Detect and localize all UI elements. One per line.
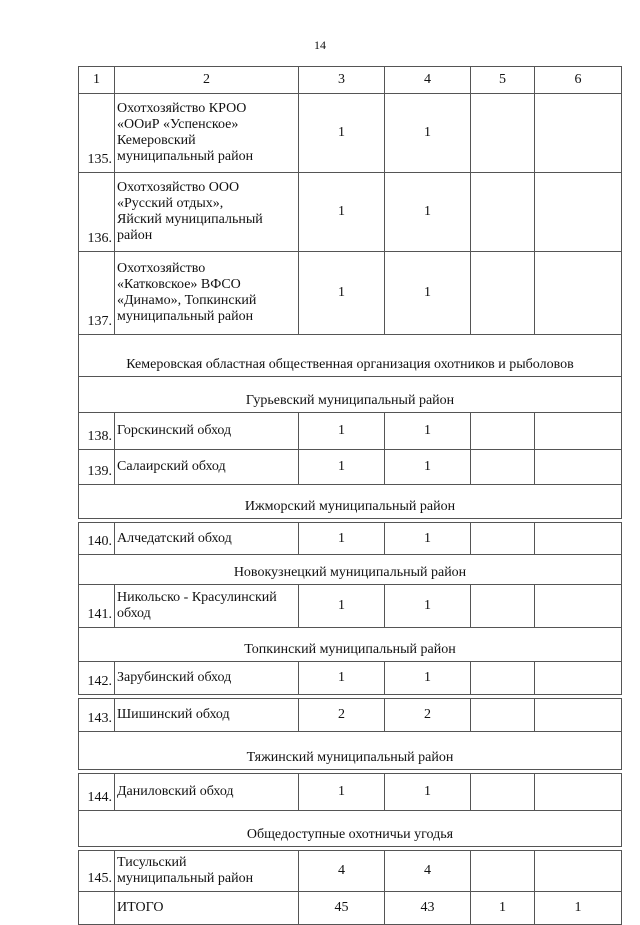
section-header-row (79, 628, 622, 662)
value-c6 (535, 523, 622, 555)
ground-name (115, 699, 299, 732)
hunting-grounds-table (78, 66, 622, 925)
table-row (79, 892, 622, 925)
column-header: 3 (299, 67, 385, 94)
value-c5 (471, 252, 535, 335)
value-c4: 2 (385, 699, 471, 732)
row-number: 141. (79, 585, 115, 628)
value-c3: 1 (299, 173, 385, 252)
value-c5 (471, 173, 535, 252)
value-c5 (471, 94, 535, 173)
ground-name (115, 413, 299, 450)
value-c5 (471, 413, 535, 450)
value-c6 (535, 585, 622, 628)
value-c5 (471, 699, 535, 732)
value-c3: 1 (299, 523, 385, 555)
name-line: Яйский муниципальный (117, 212, 263, 227)
value-c3: 1 (299, 774, 385, 811)
column-header: 6 (535, 67, 622, 94)
row-number: 136. (79, 173, 115, 252)
name-line: Тисульский (117, 855, 187, 870)
value-c6 (535, 252, 622, 335)
name-line: Охотхозяйство (117, 261, 206, 276)
name-line: обход (117, 606, 151, 621)
row-number: 143. (79, 699, 115, 732)
name-line: ИТОГО (117, 900, 164, 915)
column-header: 5 (471, 67, 535, 94)
section-title: Гурьевский муниципальный район (79, 377, 622, 413)
section-title: Тяжинский муниципальный район (79, 732, 622, 770)
table-header-row (79, 67, 622, 94)
ground-name (115, 450, 299, 485)
row-number: 142. (79, 662, 115, 695)
name-line: Охотхозяйство КРОО (117, 101, 247, 116)
value-c4: 1 (385, 413, 471, 450)
name-line: Алчедатский обход (117, 530, 232, 546)
name-line: Никольско - Красулинский (117, 590, 277, 605)
value-c4: 1 (385, 774, 471, 811)
value-c3: 45 (299, 892, 385, 925)
value-c3: 2 (299, 699, 385, 732)
name-line: Горскинский обход (117, 423, 232, 438)
value-c3: 1 (299, 94, 385, 173)
name-line: Шишинский обход (117, 707, 230, 722)
row-number (79, 892, 115, 925)
table-row (79, 851, 622, 892)
value-c5 (471, 523, 535, 555)
value-c5 (471, 851, 535, 892)
table-row (79, 252, 622, 335)
value-c4: 1 (385, 662, 471, 695)
row-number: 137. (79, 252, 115, 335)
name-line: «Русский отдых», (117, 196, 224, 211)
page-number: 14 (314, 38, 326, 52)
ground-name (115, 851, 299, 892)
table-row (79, 774, 622, 811)
value-c6 (535, 699, 622, 732)
row-number: 140. (79, 523, 115, 555)
column-header: 2 (115, 67, 299, 94)
section-title: Новокузнецкий муниципальный район (79, 555, 622, 585)
value-c6 (535, 662, 622, 695)
section-header-row (79, 485, 622, 519)
section-header-row (79, 335, 622, 377)
ground-name (115, 892, 299, 925)
value-c6 (535, 774, 622, 811)
row-number: 139. (79, 450, 115, 485)
value-c5 (471, 450, 535, 485)
value-c4: 43 (385, 892, 471, 925)
value-c4: 1 (385, 450, 471, 485)
ground-name (115, 774, 299, 811)
table-row (79, 94, 622, 173)
value-c6 (535, 413, 622, 450)
value-c6 (535, 450, 622, 485)
value-c5 (471, 662, 535, 695)
row-number: 138. (79, 413, 115, 450)
section-header-row (79, 732, 622, 770)
name-line: Салаирский обход (117, 459, 226, 474)
table-row (79, 450, 622, 485)
table-row (79, 585, 622, 628)
row-number: 144. (79, 774, 115, 811)
value-c5 (471, 774, 535, 811)
row-number: 135. (79, 94, 115, 173)
value-c5: 1 (471, 892, 535, 925)
name-line: муниципальный район (117, 871, 254, 886)
row-number: 145. (79, 851, 115, 892)
value-c3: 1 (299, 252, 385, 335)
table-row (79, 413, 622, 450)
value-c6: 1 (535, 892, 622, 925)
name-line: Охотхозяйство ООО (117, 180, 240, 195)
value-c6 (535, 173, 622, 252)
value-c3: 4 (299, 851, 385, 892)
value-c3: 1 (299, 413, 385, 450)
name-line: Даниловский обход (117, 784, 234, 799)
section-header-row (79, 811, 622, 847)
table-row (79, 699, 622, 732)
value-c5 (471, 585, 535, 628)
column-header: 1 (79, 67, 115, 94)
section-title: Топкинский муниципальный район (79, 628, 622, 662)
ground-name (115, 94, 299, 173)
name-line: Кемеровский (117, 133, 196, 148)
table-row (79, 523, 622, 555)
value-c3: 1 (299, 585, 385, 628)
name-line: Зарубинский обход (117, 670, 232, 685)
name-line: муниципальный район (117, 149, 254, 164)
value-c4: 1 (385, 585, 471, 628)
ground-name (115, 523, 299, 555)
section-header-row (79, 555, 622, 585)
table-row (79, 173, 622, 252)
value-c4: 1 (385, 94, 471, 173)
name-line: «ООиР «Успенское» (117, 117, 239, 132)
name-line: район (117, 228, 153, 243)
section-title: Кемеровская областная общественная организация охотников и рыболовов (79, 335, 622, 377)
ground-name (115, 252, 299, 335)
ground-name (115, 662, 299, 695)
value-c3: 1 (299, 662, 385, 695)
section-title: Общедоступные охотничьи угодья (79, 811, 622, 847)
name-line: «Динамо», Топкинский (117, 293, 257, 308)
value-c4: 1 (385, 523, 471, 555)
value-c4: 4 (385, 851, 471, 892)
name-line: муниципальный район (117, 309, 254, 324)
value-c6 (535, 851, 622, 892)
value-c4: 1 (385, 252, 471, 335)
section-header-row (79, 377, 622, 413)
value-c6 (535, 94, 622, 173)
ground-name (115, 585, 299, 628)
value-c4: 1 (385, 173, 471, 252)
column-header: 4 (385, 67, 471, 94)
value-c3: 1 (299, 450, 385, 485)
name-line: «Катковское» ВФСО (117, 277, 241, 292)
ground-name (115, 173, 299, 252)
table-row (79, 662, 622, 695)
section-title: Ижморский муниципальный район (79, 485, 622, 519)
